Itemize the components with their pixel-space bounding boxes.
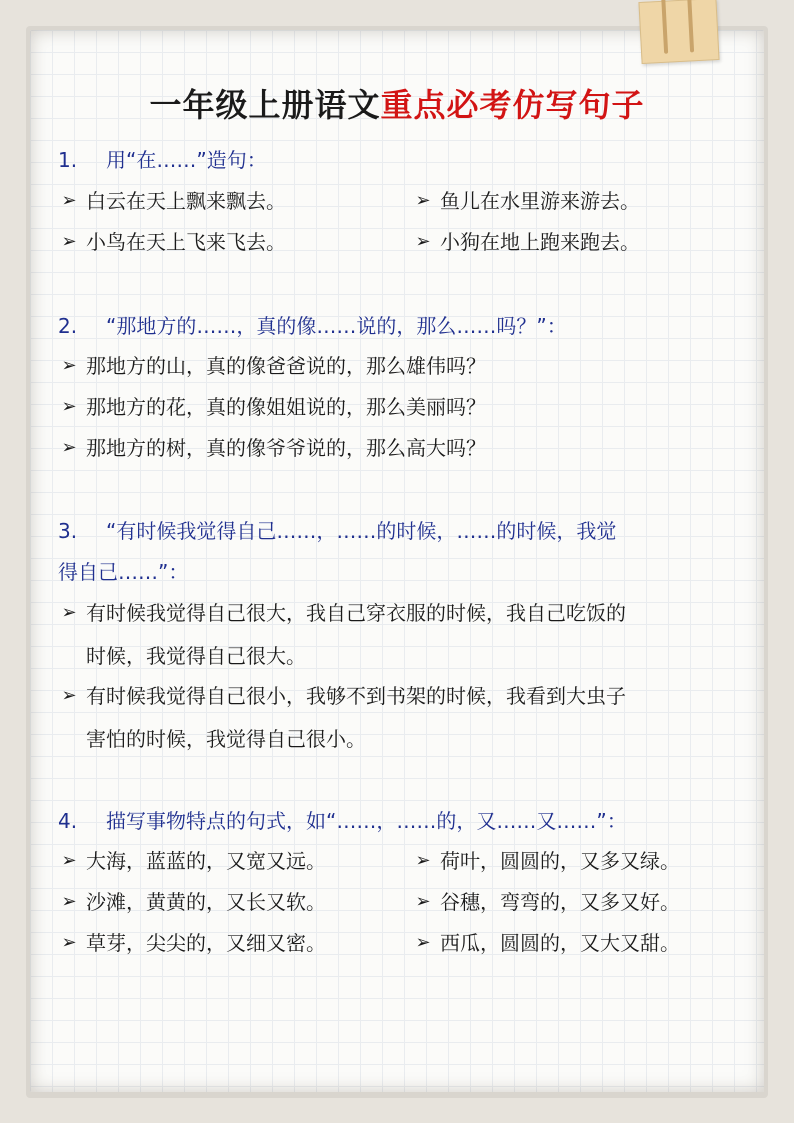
arrow-bullet-icon: ➢: [61, 231, 77, 252]
arrow-bullet-icon: ➢: [61, 850, 77, 871]
list-item: ➢ 鱼儿在水里游来游去。: [412, 181, 780, 221]
section-title: “那地方的……，真的像……说的，那么……吗？”：: [106, 314, 567, 338]
arrow-bullet-icon: ➢: [61, 437, 77, 458]
section-number: 2.: [58, 314, 78, 338]
arrow-bullet-icon: ➢: [61, 190, 77, 211]
list-item: ➢ 有时候我觉得自己很小，我够不到书架的时候，我看到大虫子: [58, 676, 776, 716]
list-item: ➢ 谷穗，弯弯的，又多又好。: [412, 882, 780, 922]
arrow-bullet-icon: ➢: [415, 891, 431, 912]
binder-clip-icon: [638, 0, 719, 64]
section-title: “有时候我觉得自己……，……的时候，……的时候，我觉: [106, 519, 617, 543]
list-item: ➢ 沙滩，黄黄的，又长又软。: [58, 882, 426, 922]
list-item: ➢ 小鸟在天上飞来飞去。: [58, 222, 426, 262]
list-item: ➢ 荷叶，圆圆的，又多又绿。: [412, 841, 780, 881]
section-2-heading: [58, 306, 744, 346]
section-number: 1.: [58, 148, 78, 172]
list-item: ➢ 有时候我觉得自己很大，我自己穿衣服的时候，我自己吃饭的: [58, 593, 776, 633]
section-title: 描写事物特点的句式，如“……，……的，又……又……”：: [106, 809, 627, 833]
section-3-heading-cont: [58, 552, 744, 592]
arrow-bullet-icon: ➢: [415, 850, 431, 871]
list-item: ➢ 西瓜，圆圆的，又大又甜。: [412, 923, 780, 963]
list-item: ➢ 那地方的树，真的像爷爷说的，那么高大吗？: [58, 428, 776, 468]
section-3-heading: [58, 511, 744, 551]
section-title: 用“在……”造句：: [106, 148, 267, 172]
list-item: ➢ 小狗在地上跑来跑去。: [412, 222, 780, 262]
section-number: 3.: [58, 519, 78, 543]
title-main: 一年级上册语文: [149, 86, 381, 124]
page-title: [0, 80, 794, 126]
list-item: ➢ 那地方的山，真的像爸爸说的，那么雄伟吗？: [58, 346, 776, 386]
arrow-bullet-icon: ➢: [61, 355, 77, 376]
arrow-bullet-icon: ➢: [415, 231, 431, 252]
section-number: 4.: [58, 809, 78, 833]
section-1-heading: [58, 140, 744, 180]
arrow-bullet-icon: ➢: [61, 396, 77, 417]
arrow-bullet-icon: ➢: [61, 891, 77, 912]
list-item-cont: 害怕的时候，我觉得自己很小。: [86, 727, 366, 751]
list-item-cont: 时候，我觉得自己很大。: [86, 644, 306, 668]
list-item: ➢ 白云在天上飘来飘去。: [58, 181, 426, 221]
title-highlight: 重点必考仿写句子: [380, 86, 645, 124]
section-4-heading: [58, 801, 744, 841]
arrow-bullet-icon: ➢: [61, 685, 77, 706]
arrow-bullet-icon: ➢: [415, 190, 431, 211]
list-item: ➢ 那地方的花，真的像姐姐说的，那么美丽吗？: [58, 387, 776, 427]
list-item: ➢ 大海，蓝蓝的，又宽又远。: [58, 841, 426, 881]
arrow-bullet-icon: ➢: [415, 932, 431, 953]
arrow-bullet-icon: ➢: [61, 602, 77, 623]
arrow-bullet-icon: ➢: [61, 932, 77, 953]
list-item: ➢ 草芽，尖尖的，又细又密。: [58, 923, 426, 963]
section-title-cont: 得自己……”：: [58, 560, 189, 584]
